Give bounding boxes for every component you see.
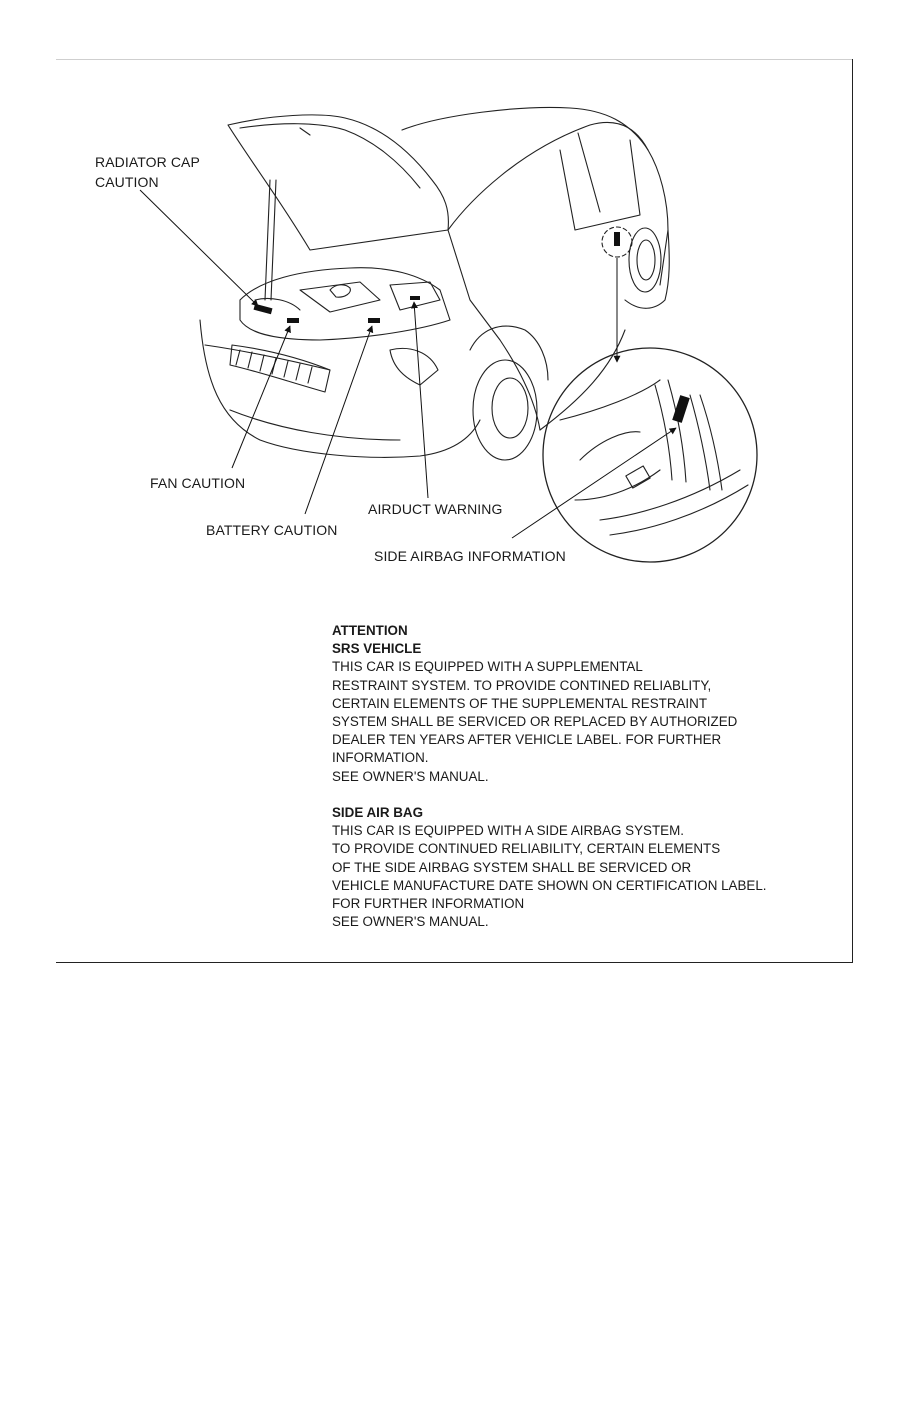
detail-inset	[543, 348, 757, 562]
radiator-cap-caution-callout	[95, 152, 200, 192]
srs-notice-line: SYSTEM SHALL BE SERVICED OR REPLACED BY AUTHORIZED	[332, 714, 738, 730]
srs-notice-line: THIS CAR IS EQUIPPED WITH A SUPPLEMENTAL	[332, 659, 643, 675]
side-air-bag-notice-line: THIS CAR IS EQUIPPED WITH A SIDE AIRBAG SYSTEM.	[332, 823, 684, 839]
side-air-bag-notice-line: TO PROVIDE CONTINUED RELIABILITY, CERTAIN ELEMENTS	[332, 841, 721, 857]
car-illustration	[200, 107, 669, 460]
srs-notice-line: INFORMATION.	[332, 750, 429, 766]
side-airbag-information-callout: SIDE AIRBAG INFORMATION	[374, 548, 566, 564]
battery-caution-callout: BATTERY CAUTION	[206, 522, 338, 538]
srs-notice-line: DEALER TEN YEARS AFTER VEHICLE LABEL. FOR FURTHER	[332, 732, 722, 748]
side-air-bag-notice-line: OF THE SIDE AIRBAG SYSTEM SHALL BE SERVICED OR	[332, 859, 692, 875]
battery-leader	[305, 326, 372, 514]
radiator-cap-line-2: CAUTION	[95, 174, 159, 190]
airduct-warning-callout: AIRDUCT WARNING	[368, 501, 503, 517]
side-air-bag-notice-line: SEE OWNER'S MANUAL.	[332, 914, 489, 930]
radiator-leader	[140, 190, 258, 306]
side-airbag-leader	[512, 428, 676, 538]
radiator-cap-line-1: RADIATOR CAP	[95, 154, 200, 170]
srs-notice-line: RESTRAINT SYSTEM. TO PROVIDE CONTINED RELIABLITY,	[332, 677, 712, 693]
notice-title-side-air-bag: SIDE AIR BAG	[332, 805, 424, 820]
airduct-label-tag	[410, 296, 420, 300]
notice-title-srs-vehicle: SRS VEHICLE	[332, 641, 422, 657]
side-air-bag-notice-line: VEHICLE MANUFACTURE DATE SHOWN ON CERTIFICATION LABEL.	[332, 877, 767, 893]
label-tags	[254, 232, 620, 323]
srs-vehicle-notice	[332, 622, 737, 786]
fan-caution-callout: FAN CAUTION	[150, 475, 246, 491]
bpillar-label-tag	[614, 232, 620, 246]
radiator-label-tag	[254, 304, 273, 314]
srs-notice-line: SEE OWNER'S MANUAL.	[332, 768, 489, 784]
srs-notice-line: CERTAIN ELEMENTS OF THE SUPPLEMENTAL RESTRAINT	[332, 695, 708, 711]
battery-label-tag	[368, 318, 380, 323]
side-air-bag-notice-line: FOR FURTHER INFORMATION	[332, 896, 525, 912]
side-air-bag-notice	[332, 804, 767, 931]
fan-label-tag	[287, 318, 299, 323]
notice-title-attention: ATTENTION	[332, 623, 408, 638]
airduct-leader	[414, 302, 428, 498]
